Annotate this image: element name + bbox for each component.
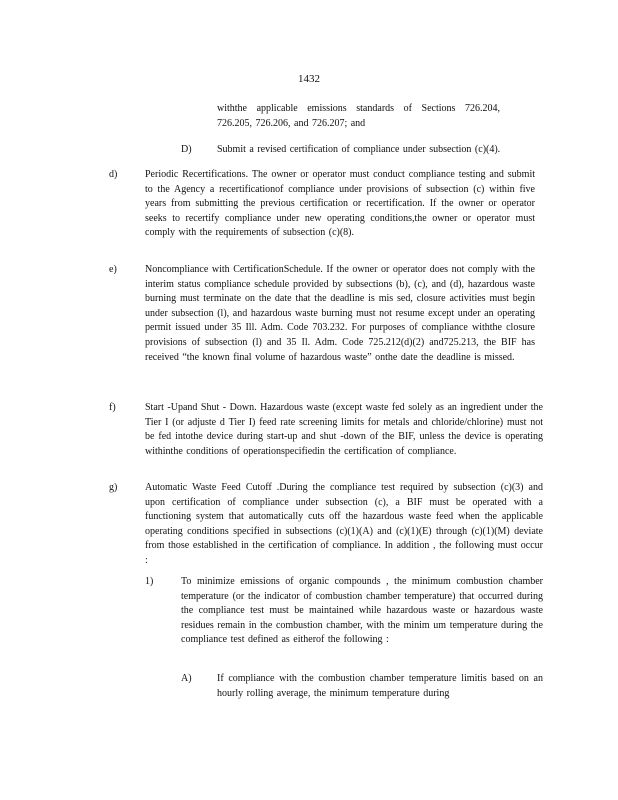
section-f-text: Start -Upand Shut - Down. Hazardous waste (except waste fed solely as an ingredient under the Tier I (or adjuste d Tier I) feed rate screening limits for metals and chloride/chlorine) must not be fed intothe device during start-up and shut -down of the BIF, unless the device is operating withinthe conditions of operationspecifiedin the certification of compliance.: [145, 402, 543, 457]
section-g-marker: g): [109, 482, 118, 493]
item-a-marker: A): [181, 673, 192, 684]
section-d-marker: d): [109, 169, 118, 180]
item-1-text: To minimize emissions of organic compounds , the minimum combustion chamber temperature (or the indicator of combustion chamber temperature) that occurred during the compliance test must be maintained while hazardous waste or hazardous waste residues remain in the combustion chamber, with the minim um temperature during the compliance test defined as eitherof the following :: [181, 576, 543, 646]
section-g-text: Automatic Waste Feed Cutoff .During the compliance test required by subsection (c)(3) and upon certification of compliance under subsection (c), a BIF must be operated with a functioning system that automatically cuts off the hazardous waste feed when the applicable operating conditions specified in subsections (c)(1)(A) and (c)(1)(E) through (c)(1)(M) deviate from those established in the certification of compliance. In addition , the following must occur :: [145, 482, 543, 566]
section-e-text: Noncompliance with CertificationSchedule. If the owner or operator does not comply with the interim status compliance schedule provided by subsections (b), (c), and (d), hazardous waste burning must terminate on the date that the deadline is mis sed, closure activities must begin under subsection (l), and hazardous waste burning must not resume except under an operating permit issued under 35 Ill. Adm. Code 703.232. For purposes of compliance withthe closure provisions of subsection (l) and 35 Il. Adm. Code 725.212(d)(2) and725.213, the BIF has received “the known final volume of hazardous waste” onthe date the deadline is missed.: [145, 264, 535, 363]
section-d-text: Periodic Recertifications. The owner or operator must conduct compliance testing and submit to the Agency a recertificationof compliance under provisions of subsection (c) within five years from submitting the previous certification or recertification. If the owner or operator seeks to recertify compliance under new operating conditions,the owner or operator must comply with the requirements of subsection (c)(8).: [145, 169, 535, 239]
section-f-marker: f): [109, 402, 116, 413]
continuation-text: withthe applicable emissions standards of Sections 726.204, 726.205, 726.206, and 726.207; and: [217, 103, 500, 129]
item-d-upper-marker: D): [181, 144, 192, 155]
item-d-upper-text: Submit a revised certification of compliance under subsection (c)(4).: [217, 144, 501, 155]
item-a-text: If compliance with the combustion chamber temperature limitis based on an hourly rolling average, the minimum temperature during: [217, 673, 543, 699]
item-1-marker: 1): [145, 576, 154, 587]
section-e-marker: e): [109, 264, 117, 275]
page-number: 1432: [298, 73, 320, 85]
